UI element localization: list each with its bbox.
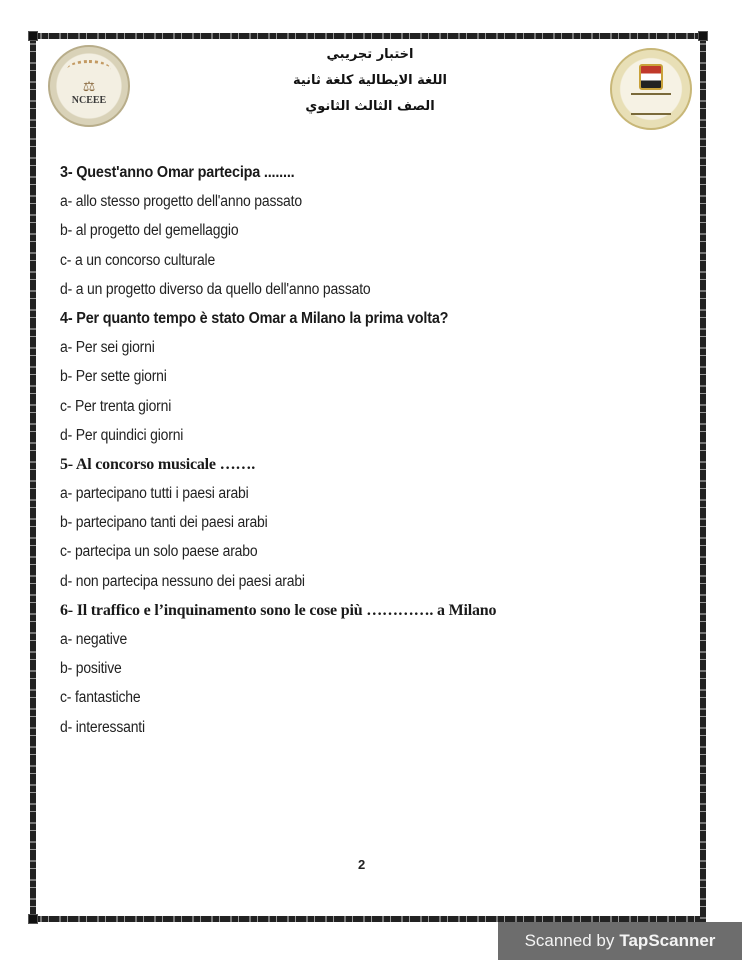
exam-title: اختبار تجريبي: [326, 47, 414, 62]
page-number: 2: [358, 857, 366, 872]
option-4b: b- Per sette giorni: [60, 368, 167, 386]
ministry-of-education-seal-icon: [610, 48, 692, 130]
question-3: 3- Quest'anno Omar partecipa ........: [60, 164, 295, 181]
exam-header: [250, 42, 490, 120]
border-top: [30, 33, 706, 39]
option-3b: b- al progetto del gemellaggio: [60, 222, 239, 240]
option-6d: d- interessanti: [60, 718, 145, 736]
option-4c: c- Per trenta giorni: [60, 397, 172, 415]
question-6: 6- Il traffico e l’inquinamento sono le cose più …………. a Milano: [60, 601, 497, 619]
scales-icon: ⚖: [82, 78, 96, 94]
option-6c: c- fantastiche: [60, 689, 141, 707]
option-3d: d- a un progetto diverso da quello dell'anno passato: [60, 280, 371, 298]
nceee-logo-text: NCEEE: [71, 95, 107, 106]
option-5c: c- partecipa un solo paese arabo: [60, 543, 258, 561]
border-right: [700, 33, 706, 922]
border-corner: [28, 31, 38, 41]
exam-subject: اللغة الايطالية كلغة ثانية: [292, 73, 447, 88]
option-4d: d- Per quindici giorni: [60, 426, 184, 444]
question-4: 4- Per quanto tempo è stato Omar a Milano la prima volta?: [60, 309, 449, 327]
option-5d: d- non partecipa nessuno dei paesi arabi: [60, 572, 305, 590]
nceee-seal-icon: [48, 45, 130, 127]
watermark-prefix: Scanned by: [524, 931, 615, 950]
border-corner: [28, 914, 38, 924]
egypt-eagle-icon: [639, 64, 663, 90]
tapscanner-watermark: [498, 922, 742, 960]
option-3a: a- allo stesso progetto dell'anno passato: [60, 193, 302, 211]
option-6b: b- positive: [60, 660, 122, 678]
option-5b: b- partecipano tanti dei paesi arabi: [60, 514, 268, 532]
option-6a: a- negative: [60, 631, 128, 648]
question-5: 5- Al concorso musicale …….: [60, 455, 256, 473]
calligraphy-icon: [631, 93, 671, 115]
watermark-brand: TapScanner: [619, 931, 716, 950]
questions-section: [60, 158, 680, 742]
option-4a: a- Per sei giorni: [60, 339, 155, 357]
exam-grade: الصف الثالث الثانوي: [305, 99, 435, 114]
option-3c: c- a un concorso culturale: [60, 251, 216, 269]
option-5a: a- partecipano tutti i paesi arabi: [60, 485, 249, 503]
sun-rays-icon: [67, 60, 111, 79]
border-left: [30, 33, 36, 922]
border-corner: [698, 31, 708, 41]
